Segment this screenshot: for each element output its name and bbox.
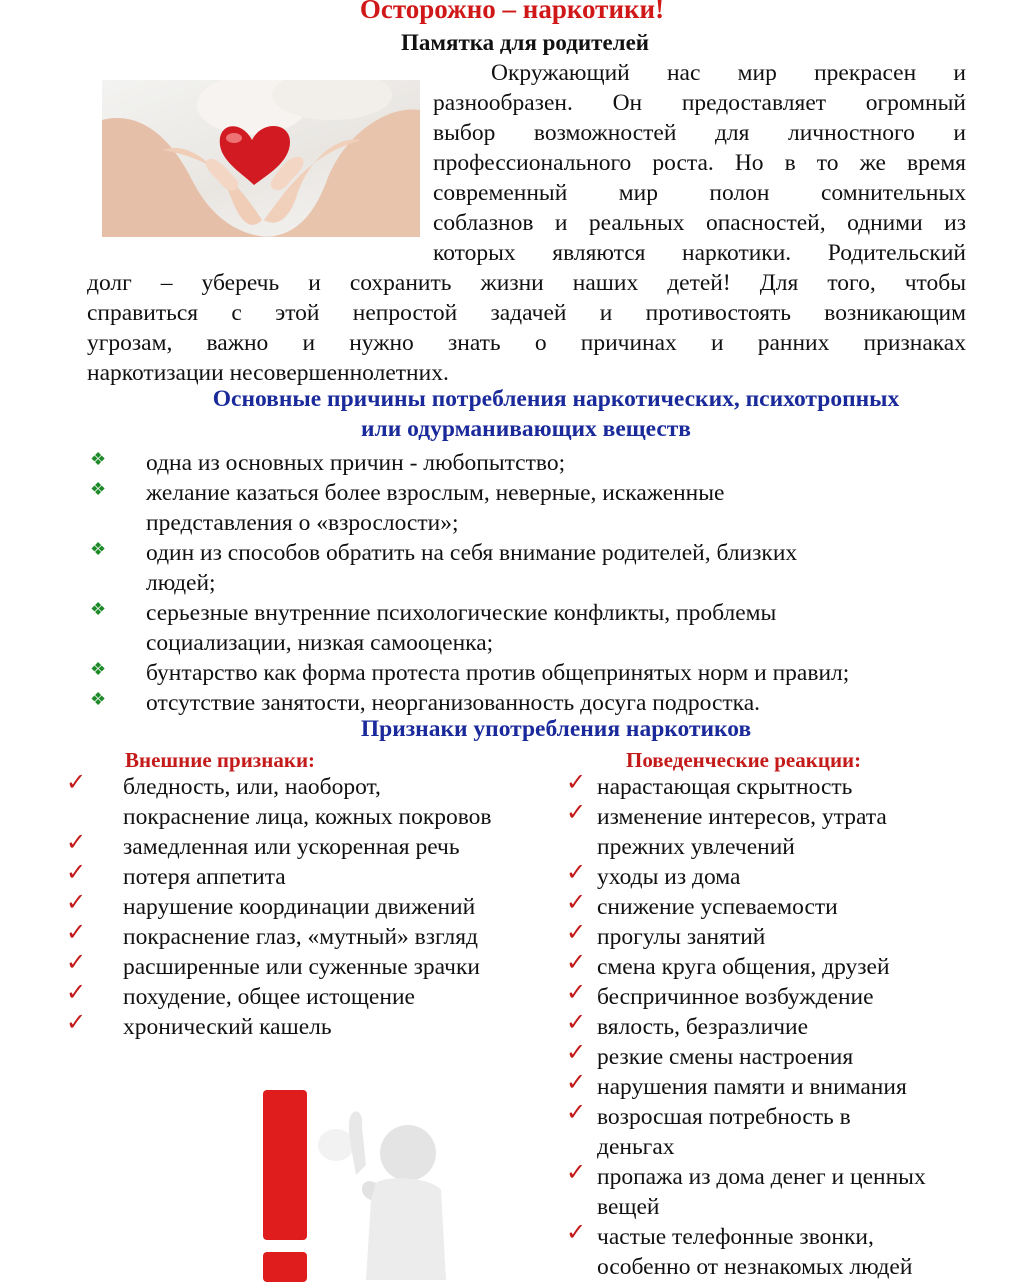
- intro-line: современный мир полон сомнительных: [433, 180, 966, 206]
- checkmark-icon: ✓: [566, 1098, 587, 1126]
- sign-item-text: изменение интересов, утрата: [597, 804, 887, 830]
- diamond-bullet-icon: ❖: [90, 659, 107, 679]
- sign-item-text: бледность, или, наоборот,: [123, 774, 381, 800]
- cause-item: [90, 598, 990, 658]
- sign-item-text: смена круга общения, друзей: [597, 954, 890, 980]
- checkmark-icon: ✓: [566, 1008, 587, 1036]
- intro-line: которых являются наркотики. Родительский: [433, 240, 966, 266]
- sign-item-text: потеря аппетита: [123, 864, 286, 890]
- causes-heading: Основные причины потребления наркотических, психотропных: [212, 386, 900, 412]
- sign-item-text: нарушения памяти и внимания: [597, 1074, 907, 1100]
- cause-text: один из способов обратить на себя внимание родителей, близких: [146, 540, 798, 566]
- cause-text: представления о «взрослости»;: [146, 510, 459, 536]
- cause-item: [90, 688, 990, 718]
- causes-heading-line2: или одурманивающих веществ: [361, 416, 691, 442]
- behavior-signs-heading: Поведенческие реакции:: [626, 748, 862, 772]
- sign-item-text: частые телефонные звонки,: [597, 1224, 874, 1250]
- exclamation-mark-icon: [263, 1090, 307, 1240]
- diamond-bullet-icon: ❖: [90, 599, 107, 619]
- sign-item-text: возросшая потребность в: [597, 1104, 851, 1130]
- cause-item: [90, 478, 990, 538]
- sign-item-text: уходы из дома: [597, 864, 741, 890]
- cause-item: [90, 538, 990, 598]
- external-signs-heading: Внешние признаки:: [125, 748, 316, 772]
- intro-line: профессионального роста. Но в то же время: [433, 150, 966, 176]
- diamond-bullet-icon: ❖: [90, 539, 107, 559]
- cause-text: людей;: [146, 570, 216, 596]
- checkmark-icon: ✓: [566, 1038, 587, 1066]
- sign-item-text: вещей: [597, 1194, 660, 1220]
- diamond-bullet-icon: ❖: [90, 479, 107, 499]
- intro-line: справиться с этой непростой задачей и противостоять возникающим: [87, 300, 966, 326]
- sign-item-text: замедленная или ускоренная речь: [123, 834, 460, 860]
- checkmark-icon: ✓: [566, 858, 587, 886]
- checkmark-icon: ✓: [566, 1068, 587, 1096]
- checkmark-icon: ✓: [566, 948, 587, 976]
- checkmark-icon: ✓: [66, 888, 87, 916]
- hands-heart-image: [102, 80, 420, 237]
- sign-item-text: пропажа из дома денег и ценных: [597, 1164, 926, 1190]
- cause-text: бунтарство как форма протеста против общепринятых норм и правил;: [146, 660, 850, 686]
- checkmark-icon: ✓: [66, 948, 87, 976]
- sign-item-text: резкие смены настроения: [597, 1044, 854, 1070]
- sign-item-text: похудение, общее истощение: [123, 984, 415, 1010]
- sign-item-text: прежних увлечений: [597, 834, 795, 860]
- sign-item-text: нарастающая скрытность: [597, 774, 853, 800]
- intro-line: долг – уберечь и сохранить жизни наших детей! Для того, чтобы: [87, 270, 966, 296]
- signs-heading: Признаки употребления наркотиков: [360, 716, 752, 742]
- cause-text: одна из основных причин - любопытство;: [146, 450, 566, 476]
- sign-item-text: нарушение координации движений: [123, 894, 476, 920]
- intro-text-bottom: [87, 268, 966, 388]
- checkmark-icon: ✓: [66, 828, 87, 856]
- cause-text: социализации, низкая самооценка;: [146, 630, 494, 656]
- sign-item-text: вялость, безразличие: [597, 1014, 809, 1040]
- cause-text: отсутствие занятости, неорганизованность досуга подростка.: [146, 690, 761, 716]
- sign-item-text: покраснение глаз, «мутный» взгляд: [123, 924, 478, 950]
- intro-line: наркотизации несовершеннолетних.: [87, 360, 449, 386]
- diamond-bullet-icon: ❖: [90, 449, 107, 469]
- cause-item: [90, 658, 990, 688]
- thinking-figure-icon: [316, 1105, 466, 1280]
- checkmark-icon: ✓: [66, 858, 87, 886]
- checkmark-icon: ✓: [566, 978, 587, 1006]
- checkmark-icon: ✓: [566, 888, 587, 916]
- sign-item-text: покраснение лица, кожных покровов: [123, 804, 492, 830]
- checkmark-icon: ✓: [566, 1218, 587, 1246]
- exclamation-dot-icon: [263, 1252, 307, 1282]
- cause-text: желание казаться более взрослым, неверные, искаженные: [146, 480, 725, 506]
- checkmark-icon: ✓: [566, 768, 587, 796]
- sign-item-text: прогулы занятий: [597, 924, 766, 950]
- intro-line: Окружающий нас мир прекрасен и: [491, 60, 966, 86]
- checkmark-icon: ✓: [66, 768, 87, 796]
- sign-item-text: деньгах: [597, 1134, 675, 1160]
- cause-item: [90, 448, 990, 478]
- cause-text: серьезные внутренние психологические конфликты, проблемы: [146, 600, 777, 626]
- intro-text-top: [433, 58, 966, 268]
- sign-item-text: хронический кашель: [123, 1014, 332, 1040]
- checkmark-icon: ✓: [66, 918, 87, 946]
- checkmark-icon: ✓: [566, 798, 587, 826]
- checkmark-icon: ✓: [66, 1008, 87, 1036]
- page-subtitle: Памятка для родителей: [400, 30, 650, 55]
- diamond-bullet-icon: ❖: [90, 689, 107, 709]
- sign-item-text: снижение успеваемости: [597, 894, 838, 920]
- intro-line: разнообразен. Он предоставляет огромный: [433, 90, 966, 116]
- intro-line: соблазнов и реальных опасностей, одними из: [433, 210, 966, 236]
- checkmark-icon: ✓: [566, 1158, 587, 1186]
- sign-item-text: особенно от незнакомых людей: [597, 1254, 913, 1280]
- sign-item-text: расширенные или суженные зрачки: [123, 954, 480, 980]
- checkmark-icon: ✓: [66, 978, 87, 1006]
- checkmark-icon: ✓: [566, 918, 587, 946]
- intro-line: угрозам, важно и нужно знать о причинах и ранних признаках: [87, 330, 966, 356]
- sign-item-text: беспричинное возбуждение: [597, 984, 874, 1010]
- page-title: Осторожно – наркотики!: [359, 0, 665, 24]
- intro-line: выбор возможностей для личностного и: [433, 120, 966, 146]
